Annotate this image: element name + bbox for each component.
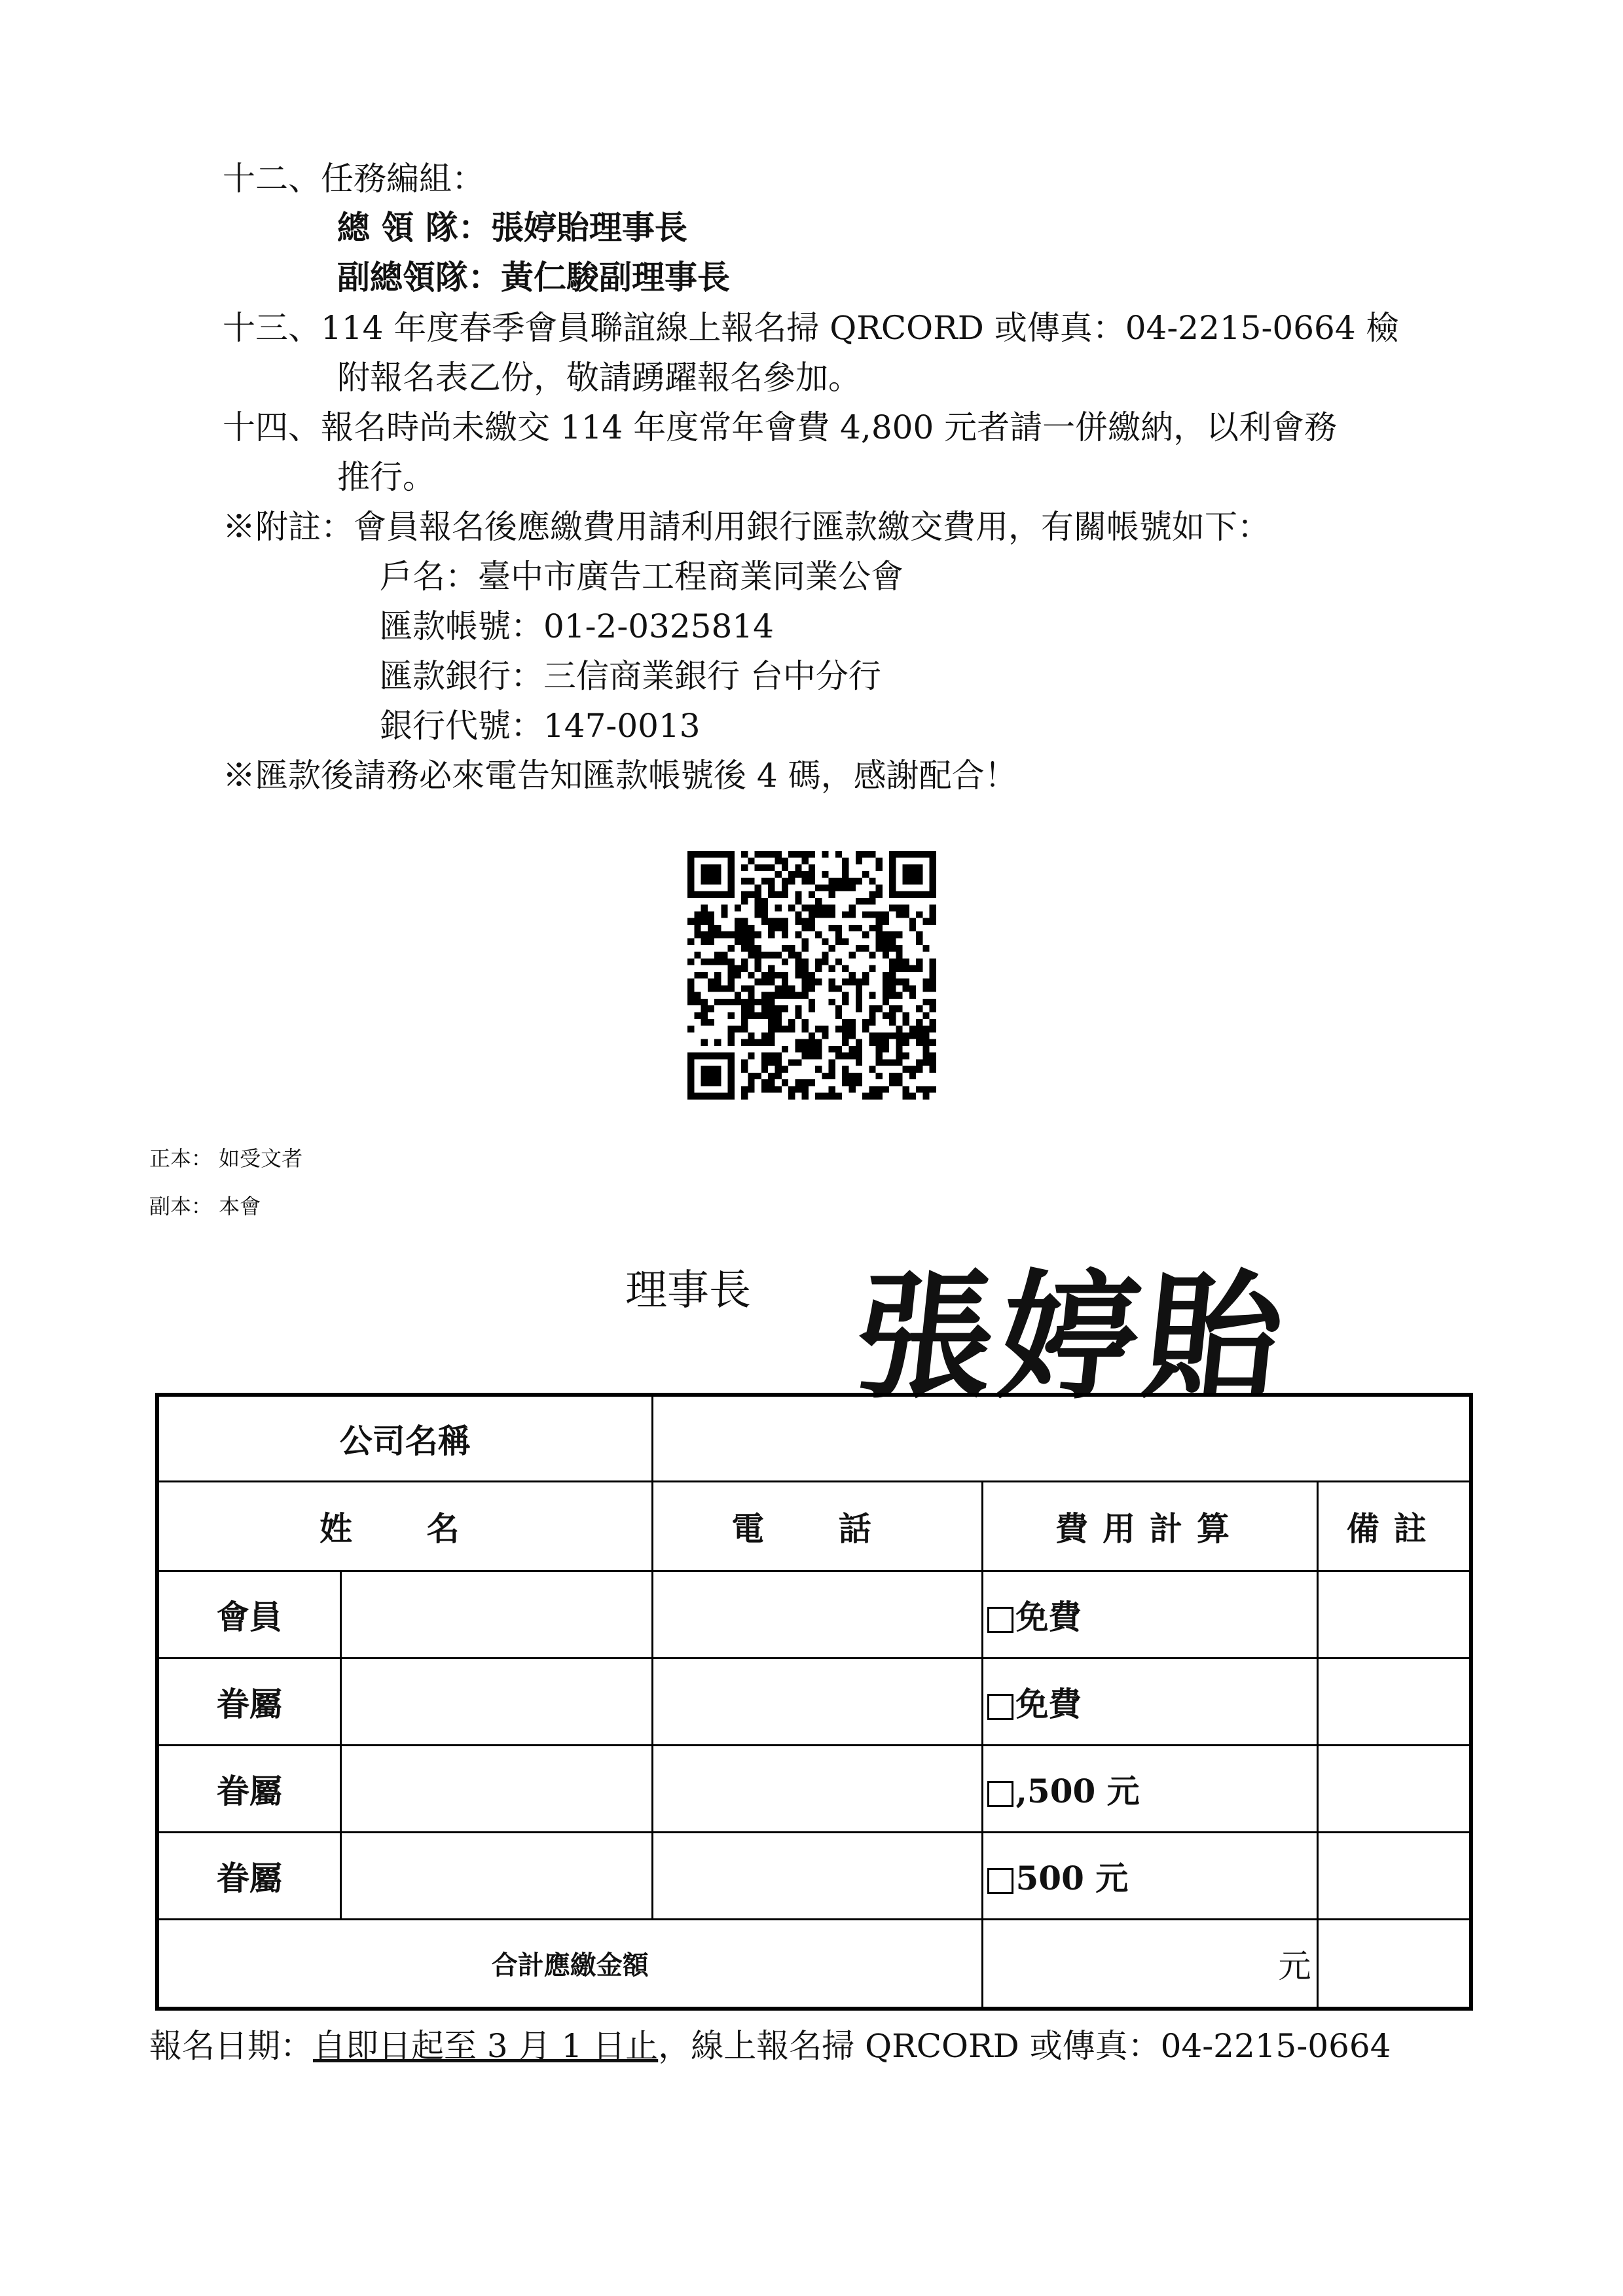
checkbox[interactable] [987,1607,1013,1633]
chairman-title: 理事長 [625,1266,751,1315]
distribution-original: 正本： 如受文者 [149,1146,303,1171]
remark-cell[interactable] [1317,1745,1471,1832]
table-row [157,1658,1471,1745]
company-input[interactable] [652,1395,1471,1481]
fee-label: 免費 [1015,1597,1082,1636]
note-heading: ※附註：會員報名後應繳費用請利用銀行匯款繳交費用，有關帳號如下： [223,508,1270,546]
section12-deputy: 副總領隊：黃仁駿副理事長 [337,258,730,296]
phone-cell[interactable] [652,1832,982,1919]
row-label: 眷屬 [157,1832,340,1919]
account-name: 戶名：臺中市廣告工程商業同業公會 [380,558,903,596]
chairman-signature: 張婷貽 [848,1256,1298,1418]
section13-line1: 十三、114 年度春季會員聯誼線上報名掃 QRCORD 或傳真：04-2215-0664 檢 [223,309,1399,347]
fee-label: ,500 元 [1015,1771,1140,1810]
name-cell[interactable] [340,1832,652,1919]
total-remark [1317,1919,1471,2009]
phone-cell[interactable] [652,1745,982,1832]
remark-cell[interactable] [1317,1832,1471,1919]
fee-label: 500 元 [1015,1858,1129,1897]
distribution-copy: 副本： 本會 [149,1194,261,1219]
total-label: 合計應繳金額 [157,1919,982,2009]
fee-cell [982,1658,1317,1745]
row-label: 會員 [157,1571,340,1658]
section14-line1: 十四、報名時尚未繳交 114 年度常年會費 4,800 元者請一併繳納，以利會務 [223,408,1338,446]
total-amount[interactable] [982,1919,1317,2009]
registration-period [149,2021,1391,2071]
table-row [157,1571,1471,1658]
table-row [157,1745,1471,1832]
header-phone: 電 話 [652,1481,982,1571]
company-label: 公司名稱 [157,1395,652,1481]
fee-label: 免費 [1015,1684,1082,1723]
section14-line2: 推行。 [337,458,435,496]
name-cell[interactable] [340,1745,652,1832]
row-label: 眷屬 [157,1745,340,1832]
name-cell[interactable] [340,1571,652,1658]
checkbox[interactable] [987,1781,1013,1807]
section13-line2: 附報名表乙份，敬請踴躍報名參加。 [337,359,861,397]
account-number: 匯款帳號：01-2-0325814 [380,607,774,645]
header-remark: 備註 [1317,1481,1471,1571]
checkbox[interactable] [987,1868,1013,1894]
fee-cell [982,1571,1317,1658]
period-prefix: 報名日期： [149,2027,313,2065]
phone-cell[interactable] [652,1571,982,1658]
phone-cell[interactable] [652,1658,982,1745]
remark-cell[interactable] [1317,1571,1471,1658]
row-label: 眷屬 [157,1658,340,1745]
remark-cell[interactable] [1317,1658,1471,1745]
bank-code: 銀行代號：147-0013 [380,707,701,745]
fee-cell [982,1832,1317,1919]
header-fee: 費用計算 [982,1481,1317,1571]
registration-form [155,1393,1473,2011]
qr-code-icon[interactable] [687,851,936,1100]
table-row [157,1832,1471,1919]
bank-name: 匯款銀行：三信商業銀行 台中分行 [380,657,881,695]
section12-heading: 十二、任務編組： [223,160,484,198]
section12-leader: 總 領 隊：張婷貽理事長 [337,208,687,247]
header-name: 姓 名 [157,1481,652,1571]
period-dates: 自即日起至 3 月 1 日止 [313,2027,659,2065]
checkbox[interactable] [987,1694,1013,1720]
period-suffix: ，線上報名掃 QRCORD 或傳真：04-2215-0664 [658,2027,1391,2065]
total-unit: 元 [1278,1946,1311,1985]
remittance-reminder: ※匯款後請務必來電告知匯款帳號後 4 碼，感謝配合！ [223,757,1017,795]
fee-cell [982,1745,1317,1832]
name-cell[interactable] [340,1658,652,1745]
